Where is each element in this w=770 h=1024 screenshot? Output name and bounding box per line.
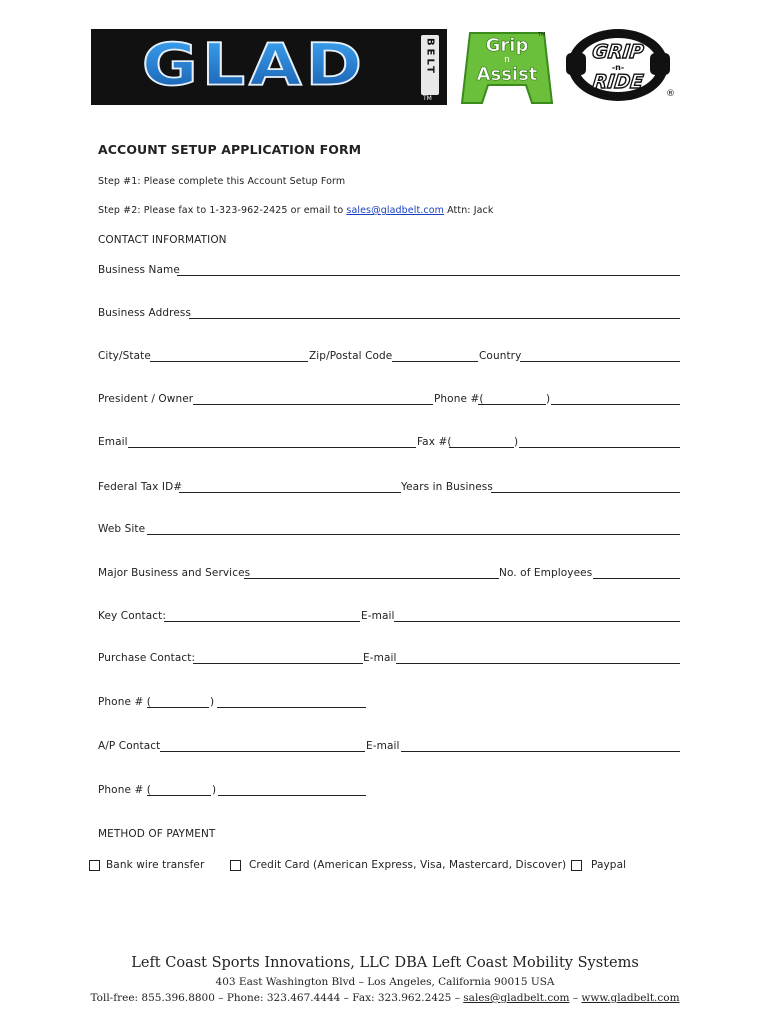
years-in-business-label: Years in Business <box>401 481 493 493</box>
fax-number-field[interactable] <box>519 447 680 448</box>
fax-label: Fax #( <box>417 436 452 448</box>
purchase-phone-area-field[interactable] <box>147 707 209 708</box>
email-field[interactable] <box>128 447 416 448</box>
contact-information-heading: CONTACT INFORMATION <box>98 234 227 246</box>
ap-contact-email-label: E-mail <box>366 740 400 752</box>
footer-company-name: Left Coast Sports Innovations, LLC DBA Left Coast Mobility Systems <box>131 955 639 971</box>
city-state-field[interactable] <box>150 361 308 362</box>
purchase-contact-email-field[interactable] <box>396 663 680 664</box>
bank-wire-label: Bank wire transfer <box>106 859 205 871</box>
footer-address: 403 East Washington Blvd – Los Angeles, California 90015 USA <box>215 976 555 988</box>
ap-phone-number-field[interactable] <box>218 795 366 796</box>
years-in-business-field[interactable] <box>491 492 680 493</box>
city-state-label: City/State <box>98 350 151 362</box>
grip-n-ride-logo: GRIP -n- RIDE ® <box>564 27 680 105</box>
federal-tax-id-field[interactable] <box>179 492 401 493</box>
business-address-label: Business Address <box>98 307 192 319</box>
key-contact-field[interactable] <box>164 621 360 622</box>
bank-wire-checkbox[interactable] <box>89 860 100 871</box>
credit-card-checkbox[interactable] <box>230 860 241 871</box>
glad-tm-mark: TM <box>423 95 432 102</box>
form-title: ACCOUNT SETUP APPLICATION FORM <box>98 142 362 157</box>
key-contact-email-label: E-mail <box>361 610 395 622</box>
business-address-field[interactable] <box>189 318 680 319</box>
fax-area-code-field[interactable] <box>449 447 514 448</box>
purchase-phone-number-field[interactable] <box>217 707 366 708</box>
major-business-field[interactable] <box>244 578 499 579</box>
federal-tax-id-label: Federal Tax ID# <box>98 481 183 493</box>
phone-close-paren: ) <box>546 393 551 405</box>
method-of-payment-heading: METHOD OF PAYMENT <box>98 828 216 840</box>
footer-email-link[interactable]: sales@gladbelt.com <box>463 992 570 1004</box>
phone-number-field[interactable] <box>551 404 680 405</box>
credit-card-label: Credit Card (American Express, Visa, Mastercard, Discover) <box>249 859 567 871</box>
zip-label: Zip/Postal Code <box>309 350 393 362</box>
fax-close-paren: ) <box>514 436 519 448</box>
purchase-phone-label: Phone # ( <box>98 696 151 708</box>
purchase-contact-field[interactable] <box>193 663 363 664</box>
step-1-text: Step #1: Please complete this Account Setup Form <box>98 176 346 187</box>
glad-belt-logo <box>91 29 447 105</box>
country-label: Country <box>479 350 522 362</box>
paypal-label: Paypal <box>591 859 627 871</box>
ap-contact-label: A/P Contact <box>98 740 161 752</box>
business-name-field[interactable] <box>177 275 680 276</box>
ap-contact-field[interactable] <box>160 751 365 752</box>
business-name-label: Business Name <box>98 264 180 276</box>
ap-phone-label: Phone # ( <box>98 784 151 796</box>
web-site-field[interactable] <box>147 534 680 535</box>
president-owner-label: President / Owner <box>98 393 194 405</box>
key-contact-email-field[interactable] <box>394 621 680 622</box>
employees-label: No. of Employees <box>499 567 593 579</box>
employees-field[interactable] <box>593 578 680 579</box>
ap-contact-email-field[interactable] <box>401 751 680 752</box>
country-field[interactable] <box>520 361 680 362</box>
step-2-text: Step #2: Please fax to 1-323-962-2425 or email to sales@gladbelt.com Attn: Jack <box>98 205 494 216</box>
phone-label: Phone #( <box>434 393 484 405</box>
key-contact-label: Key Contact: <box>98 610 166 622</box>
footer-website-link[interactable]: www.gladbelt.com <box>581 992 680 1004</box>
phone-area-code-field[interactable] <box>478 404 546 405</box>
glad-logo-word: GLAD <box>95 38 413 94</box>
web-site-label: Web Site <box>98 523 146 535</box>
paypal-checkbox[interactable] <box>571 860 582 871</box>
major-business-label: Major Business and Services <box>98 567 251 579</box>
ap-phone-close-paren: ) <box>212 784 217 796</box>
sales-email-link[interactable]: sales@gladbelt.com <box>346 205 444 216</box>
purchase-phone-close-paren: ) <box>210 696 215 708</box>
zip-field[interactable] <box>392 361 478 362</box>
footer-contact-line: Toll-free: 855.396.8800 – Phone: 323.467.4444 – Fax: 323.962.2425 – sales@gladbelt.com – www.gladbelt.com <box>90 992 680 1004</box>
ap-phone-area-field[interactable] <box>147 795 211 796</box>
purchase-contact-email-label: E-mail <box>363 652 397 664</box>
email-label: Email <box>98 436 128 448</box>
president-owner-field[interactable] <box>193 404 433 405</box>
grip-n-assist-logo: Grip n Assist TM <box>460 29 554 107</box>
purchase-contact-label: Purchase Contact: <box>98 652 196 664</box>
belt-vertical-text: BELT <box>421 35 439 95</box>
